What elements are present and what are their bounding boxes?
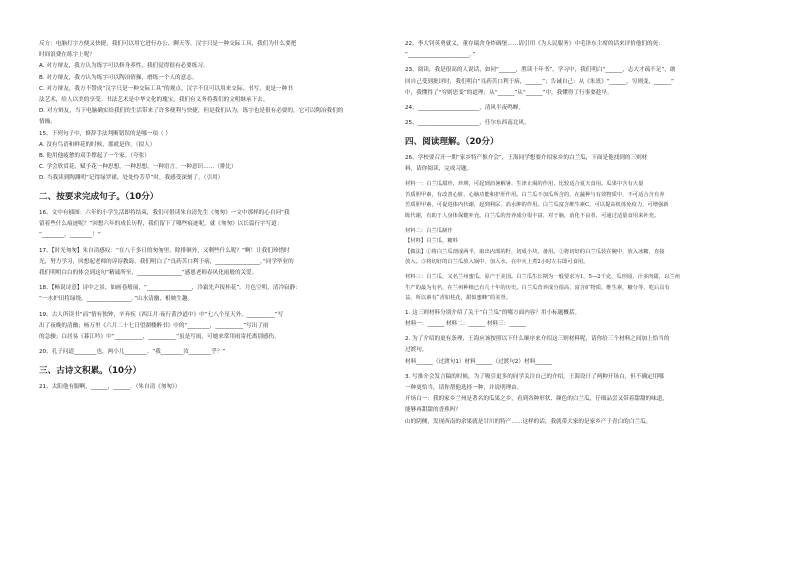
question-26-1-blanks: 材料一：______ 材料二：______ 材料三：______ (405, 321, 527, 328)
question-26-1: 1. 这三则材料分别介绍了关于“白兰瓜”的哪方面内容？用小标题概括。 (405, 309, 581, 316)
material-2-sub: 【材料】白兰瓜，糖料 (405, 238, 458, 245)
question-18-line: 18、【畅说诗意】诗中之景，如画卷般展，“________________，冷霜先声报桂花”。月色空明，清冷寂静： (39, 285, 301, 292)
intro-line: 反方：电脑打字方便又快捷，我们可以用它进行办公、聊天等。汉字只是一种交际工具，我们为什么要把 (39, 41, 297, 47)
material-3-line: 生产的最为有名，在兰州种植已有几十年的历史。白兰瓜营养成分很高，富含矿物质、维生素，糖分等，吃后具有 (405, 284, 670, 291)
question-26-intro: 料，请你阅读，完成习题。 (405, 166, 473, 173)
question-21: 21、太阳他有脚啊，______，______。（朱自清《匆匆》） (39, 383, 181, 390)
question-26-2: 过渡句。 (405, 347, 428, 354)
material-1-line: 材料一：白兰瓜甜珍，珍瑛，可起到消暑解暑、生津止渴的作用，比较适合夏天食用。瓜果中含有大量 (405, 181, 644, 188)
question-15-stem: 15、下列句子中，修辞手法判断错误的是哪一项（ ） (39, 130, 171, 137)
question-18-line: “一水护田将绿绕，________________。”山水清幽，相映生趣。 (39, 296, 194, 303)
material-2-step: 【做法】①将白兰瓜剖成两半，取出内部的籽，切成小块，备用。②将切好的白兰瓜装在碗中，放入冰糖，直接 (405, 248, 665, 255)
question-17-line: 光，努力学习，回想起老师的谆谆教诲，我们明白了“良药苦口利于病，________________。”同学毕业的 (39, 258, 294, 265)
question-24: 24、______________________，清风半夜鸣蝉。 (405, 104, 524, 111)
question-26-3: 3. 写推介会发言稿的时候，为了吸引更多的同学关注自己的介绍，王海设计了两种开场白，但不确定用哪 (405, 373, 664, 380)
left-column (39, 40, 371, 394)
question-16-line: 留着些什么痕迹呢？”回想六年的成长历程，我们留下了哪些痕迹呢，就《匆匆》以长篇行字写道： (39, 221, 283, 228)
opening-1: 开场白一：我的家乡兰州是著名的瓜果之乡，看到各种形状、颜色的白兰瓜，仔细品尝又带着甜甜的味道， (405, 396, 668, 403)
section-4-title: 四、阅读理解。（20分） (405, 136, 499, 147)
material-1-line: 苦质胆甲素，有改善心脏、心脑功能和护肝作用。白兰瓜不加瓜所含的，在蔬种与有效物质中，不可适合含有养 (405, 191, 665, 198)
opening-1: 能够再甜甜的香蕉吗？ (405, 407, 461, 414)
question-26-2: 2. 为了介绍的更有条理，王海应该按照以下什么顺序来介绍这三则材料呢，请你给三个材料之间加上恰当的 (405, 336, 670, 343)
question-19-line: 的急骤；白居易《暮江吟》中“__________，__________”虽是写雨，可她来常用雨寄托离别感伤。 (39, 333, 280, 340)
question-26-intro: 26、学校要召开一期“家乡特产推介会”，王海同学想要介绍家乡的白兰瓜，下面是他找到的三则材 (405, 154, 648, 161)
question-16-line: “________，________！” (39, 232, 101, 239)
question-23-line: 回自己受到批评时，我们明白“良药苦口利于病，______”；告诫自己：从《朱熹》“______，穷则变，______” (405, 78, 674, 85)
question-16-line: 16、文中有插图：六年的小学生活即将结束，我们可借读朱自清先生《匆匆》一文中那样的心自问“我 (39, 210, 290, 217)
question-22-line: 22、李大钊英勇就义，董存瑞舍身炸碉堡……请引用《为人民服务》中毛泽东主席的话来评价他们的死： (405, 41, 664, 47)
option-line: 情操。 (39, 119, 56, 126)
option-line: 法艺术，给人以美的享受。书法艺术是中华文化的瑰宝，我们有义务将我们的文明继承下去。 (39, 96, 269, 103)
question-17-line: 17、【时光匆匆】朱自清感叹：“在八千多日的匆匆里，除徘徊外，又剩些什么呢？”啊！让我们珍惜时 (39, 247, 290, 254)
question-23-line: 23、阅读，我是很高的人说话，如同“______，胜读十年书”。学习中，我们明白“______，志大才疏不足”，敢 (405, 67, 676, 74)
question-17-line: 我们明明白白的体会到这句“精诚所至，________________”感恩老师春风化雨般的关爱。 (39, 269, 258, 276)
option-line: B. 对方辩友，我方认为练字可以陶冶情操，磨练一个人的意志。 (39, 74, 198, 81)
question-19-line: 19、古人所读书“而”情有独钟，辛弃疾《西江月·夜行黄沙道中》中“七八个星天外，__________”写 (39, 311, 284, 318)
option-line: A. 对方辩友，我方认为练字可以修身养性，我们觉得很有必要练习。 (39, 63, 209, 70)
section-2-title: 二、按要求完成句子。（10分） (39, 192, 159, 203)
question-19-line: 出了夜晚的清幽；杨万里《六月二十七日望湖楼醉书》中的“________，__________”写出了雨 (39, 322, 269, 329)
material-3-line: 益，所以素有“香如桂花，甜似蜜蜂”的美誉。 (405, 295, 512, 302)
section-3-title: 三、古诗文积累。（10分） (39, 365, 142, 376)
question-22-line: “______________________。” (405, 52, 476, 59)
question-20: 20、孔子问道________也，两小儿________。“我________汝________乎？” (39, 349, 226, 356)
question-26-3: 一种更恰当，请你帮他选择一种，并说明理由。 (405, 384, 523, 391)
question-15-option: C. 学会欣赏花，赋予花一种思想，一种思想，一种语言，一种意识……（排比） (39, 164, 237, 171)
material-1-line: 苦质胆甲素，可促进体内代谢，起到利尿、消水肿的作用。白兰瓜富含维生素C，可以提高机体免疫力，可增强新 (405, 202, 669, 209)
question-25: 25、______________________，任尔东西南北风。 (405, 120, 530, 127)
intro-line: 时间浪费在练字上呢？ (39, 52, 95, 59)
question-15-option: D. 当我读到陶渊明“记得绿罗裙，处处怜芳草”时，我感受深刻了。（引用） (39, 175, 224, 182)
question-15-option: A. 没有鸟语和鲜花的时候，那就是你。（拟人） (39, 141, 156, 148)
material-2-title: 材料二：白兰瓜制作 (405, 227, 453, 234)
material-2-step: 放入。③将切好的白兰瓜放入锅中，加入水，在中火上煮2小时左右即可食用。 (405, 259, 589, 266)
question-15-option: B. 他用他疲惫的双手撑起了一个家。（夸张） (39, 152, 150, 159)
material-1-line: 陈代谢，有助于人身体保健补充。白兰瓜的营养成分很丰富，对于脑，消化不良者，可通过适量食用来补充。 (405, 213, 660, 220)
option-line: D. 对方辩友，当下电脑确实给我们的生活带来了许多便利与快捷，但是我们认为，练字也是很有必要的，它可以陶冶我们的 (39, 108, 344, 115)
right-column (405, 40, 750, 429)
question-26-2-blanks: 材料______（过渡句1）材料______（过渡句2）材料______ (405, 358, 552, 365)
material-3-line: 材料三：白兰瓜，又名兰州蜜瓜，原产于美国。白兰瓜生长期为一般要求为1，5—2千克，瓜形圆，汁多肉甜，以兰州 (405, 274, 680, 281)
opening-2: 山的阴侧，发现西南的余果就是甘川的特产……这样的话，我就带大家的是家乡产于青白的白兰瓜。 (405, 418, 652, 425)
question-23-line: 中，我懂得了“穷则思变”的道理；从“______”从“______”中，我懂得了行事要趁早。 (405, 89, 613, 96)
option-line: C. 对方辩友，我方不赞成“汉字只是一种交际工具”的观点。汉字不仅可以用来交际、书写，更是一种书 (39, 85, 293, 92)
